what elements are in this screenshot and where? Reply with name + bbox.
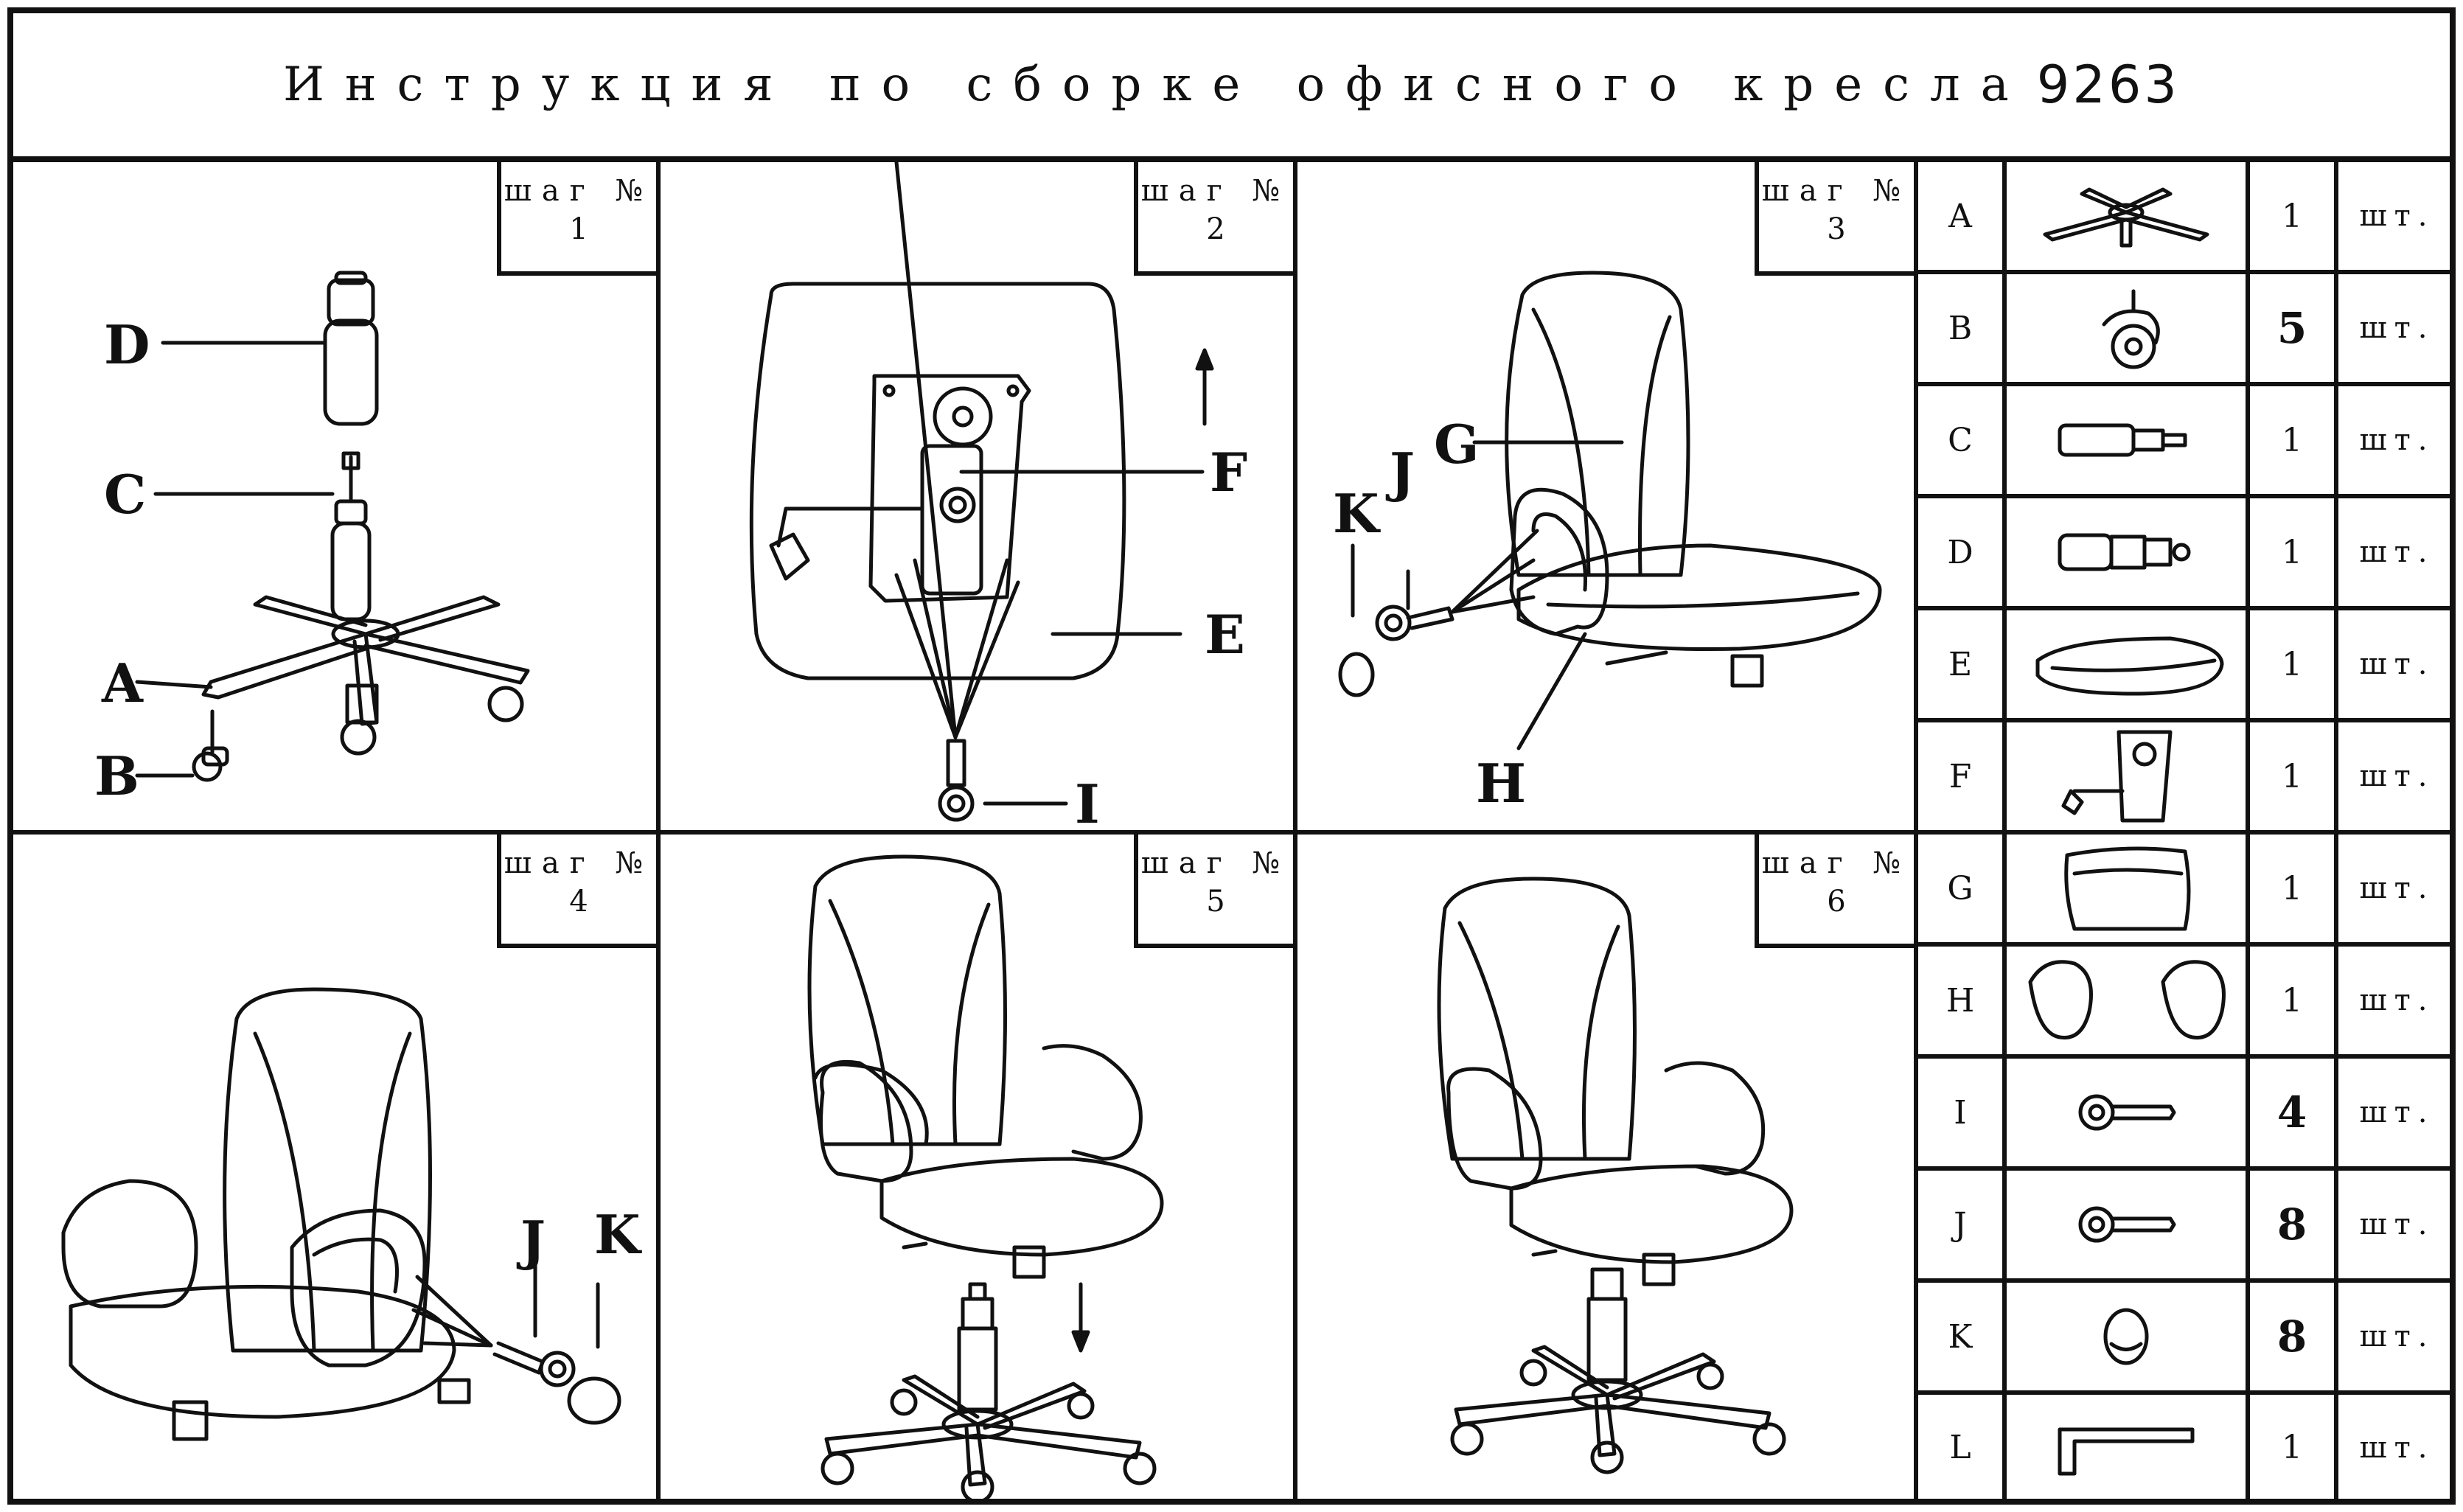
part-letter: E	[1918, 610, 2007, 718]
step-label: шаг №	[1761, 846, 1912, 880]
step-label: шаг №	[1140, 174, 1291, 208]
part-letter: J	[1918, 1171, 2007, 1278]
part-letter: B	[1918, 274, 2007, 382]
step-number: 2	[1206, 212, 1225, 246]
model-number: 9263	[2036, 55, 2180, 115]
part-qty: 4	[2250, 1059, 2338, 1166]
part-unit: шт.	[2359, 1430, 2435, 1465]
part-qty: 1	[2250, 162, 2338, 270]
part-qty: 1	[2250, 835, 2338, 942]
callout-k: K	[594, 1203, 641, 1266]
step-number: 4	[569, 885, 588, 919]
part-unit: шт.	[2359, 759, 2435, 793]
part-qty: 1	[2250, 498, 2338, 606]
part-unit: шт.	[2359, 647, 2435, 681]
part-qty: 1	[2250, 386, 2338, 494]
part-unit: шт.	[2359, 535, 2435, 569]
part-unit: шт.	[2359, 199, 2435, 233]
page-title: Инструкция по сборке офисного кресла	[283, 58, 2030, 112]
callout-h: H	[1476, 752, 1527, 815]
part-unit: шт.	[2359, 1320, 2435, 1354]
callout-a: A	[102, 652, 143, 714]
step-label: шаг №	[1140, 846, 1291, 880]
callout-k: K	[1333, 482, 1379, 545]
step-label: шаг №	[1761, 174, 1912, 208]
part-unit: шт.	[2359, 1095, 2435, 1129]
callout-i: I	[1075, 773, 1100, 835]
part-unit: шт.	[2359, 423, 2435, 457]
callout-e: E	[1205, 603, 1245, 666]
part-letter: G	[1918, 835, 2007, 942]
part-qty: 1	[2250, 722, 2338, 830]
step-number: 5	[1206, 885, 1225, 919]
part-qty: 1	[2250, 1395, 2338, 1500]
callout-f: F	[1210, 441, 1248, 504]
part-letter: C	[1918, 386, 2007, 494]
outer-frame	[7, 7, 2456, 1505]
step-label: шаг №	[504, 846, 654, 880]
step-number: 1	[569, 212, 588, 246]
callout-j: J	[520, 1209, 546, 1272]
step-number: 3	[1827, 212, 1846, 246]
callout-g: G	[1434, 413, 1480, 475]
part-letter: K	[1918, 1283, 2007, 1390]
callout-c: C	[104, 463, 147, 526]
part-letter: D	[1918, 498, 2007, 606]
callout-d: D	[104, 313, 150, 376]
part-unit: шт.	[2359, 311, 2435, 345]
part-letter: L	[1918, 1395, 2007, 1500]
part-unit: шт.	[2359, 983, 2435, 1017]
part-unit: шт.	[2359, 871, 2435, 905]
step-label: шаг №	[504, 174, 654, 208]
callout-b: B	[94, 745, 139, 807]
part-letter: I	[1918, 1059, 2007, 1166]
part-qty: 5	[2250, 274, 2338, 382]
part-letter: F	[1918, 722, 2007, 830]
part-qty: 8	[2250, 1283, 2338, 1390]
part-unit: шт.	[2359, 1208, 2435, 1241]
part-qty: 1	[2250, 947, 2338, 1054]
part-qty: 8	[2250, 1171, 2338, 1278]
part-letter: H	[1918, 947, 2007, 1054]
part-letter: A	[1918, 162, 2007, 270]
step-number: 6	[1827, 885, 1846, 919]
callout-j: J	[1390, 441, 1415, 504]
part-qty: 1	[2250, 610, 2338, 718]
